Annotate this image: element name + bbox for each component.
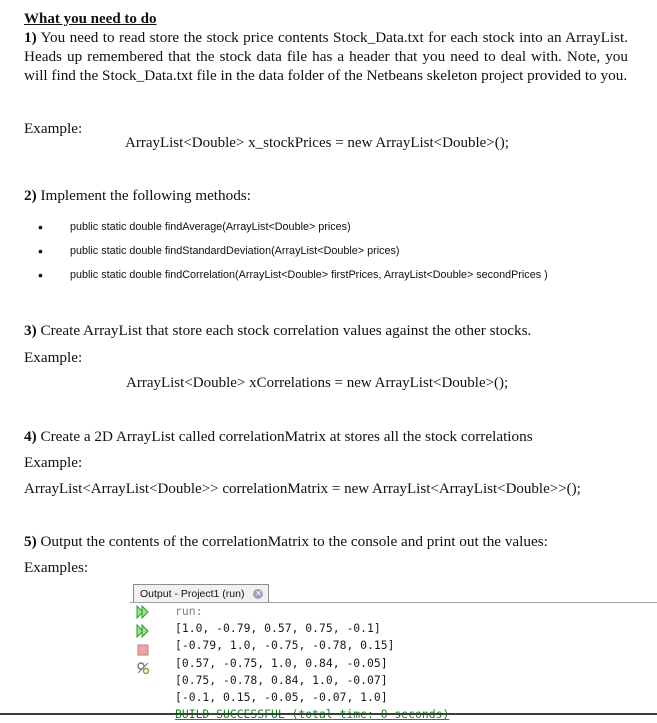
step-1-paragraph xyxy=(24,28,628,85)
step-1-number: 1) xyxy=(24,29,37,46)
rerun-icon[interactable] xyxy=(136,605,150,619)
rerun-with-options-icon[interactable] xyxy=(136,624,150,638)
step-1-text: You need to read store the stock price contents Stock_Data.txt for each stock into an ArrayList. Heads up remembered that the stock data file has a header that you need to deal with. Note, you will find the Stock_Data.txt file in the data folder of the Netbeans skeleton project provided to you. xyxy=(24,29,629,84)
step-4-code: ArrayList<ArrayList<Double>> correlationMatrix = new ArrayList<ArrayList<Double>>(); xyxy=(24,481,581,497)
step-1-example-label: Example: xyxy=(24,120,83,137)
step-5-paragraph xyxy=(24,533,548,551)
step-4-text: Create a 2D ArrayList called correlationMatrix at stores all the stock correlations xyxy=(40,428,533,445)
step-1-code: ArrayList<Double> x_stockPrices = new ArrayList<Double>(); xyxy=(125,135,509,151)
step-3-text: Create ArrayList that store each stock correlation values against the other stocks. xyxy=(40,322,532,339)
close-icon[interactable]: ✕ xyxy=(255,589,262,598)
console-run-line: run: xyxy=(175,604,203,618)
console-line: [0.75, -0.78, 0.84, 1.0, -0.07] xyxy=(175,672,388,687)
console-line: [-0.79, 1.0, -0.75, -0.78, 0.15] xyxy=(175,638,395,653)
step-2-paragraph xyxy=(24,187,251,205)
step-5-text: Output the contents of the correlationMatrix to the console and print out the values: xyxy=(40,533,548,550)
settings-icon[interactable] xyxy=(136,661,150,675)
output-toolbar xyxy=(130,603,153,715)
step-3-number: 3) xyxy=(24,322,37,339)
console-output xyxy=(175,603,449,723)
output-window xyxy=(130,584,657,715)
step-3-paragraph xyxy=(24,322,531,340)
output-tab[interactable] xyxy=(133,584,269,603)
method-list xyxy=(24,215,548,287)
step-5-example-label: Examples: xyxy=(24,559,89,576)
method-item-find-average: • public static double findAverage(ArrayList<Double> prices) xyxy=(24,215,548,239)
step-4-number: 4) xyxy=(24,428,37,445)
page-heading: What you need to do xyxy=(24,11,157,27)
console-line: [1.0, -0.79, 0.57, 0.75, -0.1] xyxy=(175,621,381,636)
step-4-paragraph xyxy=(24,428,533,446)
stop-icon[interactable] xyxy=(136,643,150,657)
method-item-find-correlation: • public static double findCorrelation(ArrayList<Double> firstPrices, ArrayList<Double> secondPrices ) xyxy=(24,263,548,287)
step-2-number: 2) xyxy=(24,187,37,204)
console-line: [-0.1, 0.15, -0.05, -0.07, 1.0] xyxy=(175,690,388,705)
step-3-example-label: Example: xyxy=(24,349,83,366)
console-line: [0.57, -0.75, 1.0, 0.84, -0.05] xyxy=(175,655,388,670)
step-3-code: ArrayList<Double> xCorrelations = new ArrayList<Double>(); xyxy=(126,375,509,391)
output-tab-title: Output - Project1 (run) xyxy=(140,588,245,600)
method-item-find-standard-deviation: • public static double findStandardDeviation(ArrayList<Double> prices) xyxy=(24,239,548,263)
step-4-example-label: Example: xyxy=(24,454,83,471)
step-5-number: 5) xyxy=(24,533,37,550)
step-2-text: Implement the following methods: xyxy=(40,187,251,204)
